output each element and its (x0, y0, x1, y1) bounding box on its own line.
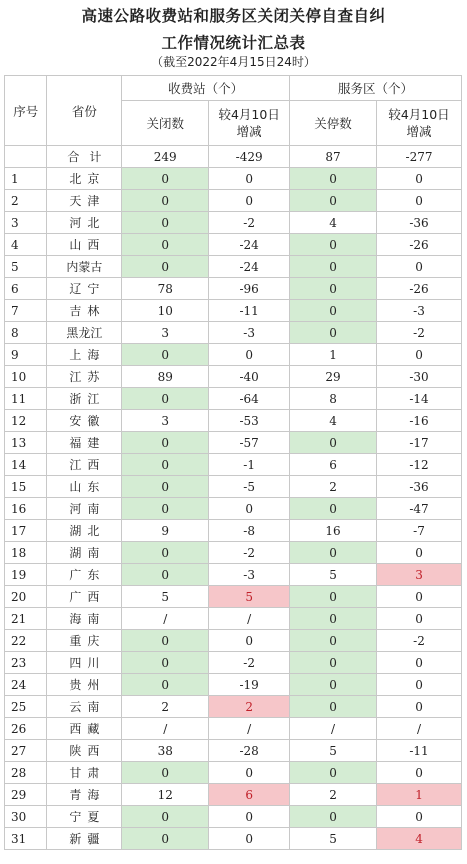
table-row (5, 762, 462, 784)
row-service-change: -16 (377, 410, 462, 432)
row-no: 31 (5, 828, 47, 850)
table-row (5, 784, 462, 806)
row-toll-change: -2 (209, 542, 290, 564)
row-toll-closed: 0 (122, 630, 209, 652)
row-toll-change: -5 (209, 476, 290, 498)
row-toll-closed: / (122, 608, 209, 630)
row-service-change: -7 (377, 520, 462, 542)
table-row (5, 278, 462, 300)
row-service-change: -47 (377, 498, 462, 520)
row-service-closed: 1 (290, 344, 377, 366)
row-service-change: 0 (377, 344, 462, 366)
row-province: 江西 (47, 454, 122, 476)
row-province: 河南 (47, 498, 122, 520)
row-service-change: -26 (377, 278, 462, 300)
row-service-closed: 0 (290, 542, 377, 564)
total-no-cell (5, 146, 47, 168)
row-toll-closed: 0 (122, 652, 209, 674)
row-service-closed: / (290, 718, 377, 740)
row-toll-closed: 0 (122, 388, 209, 410)
row-service-closed: 0 (290, 762, 377, 784)
subtitle: （截至2022年4月15日24时） (151, 55, 316, 69)
row-province: 西藏 (47, 718, 122, 740)
table-row (5, 652, 462, 674)
row-province: 湖北 (47, 520, 122, 542)
row-no: 8 (5, 322, 47, 344)
table-row (5, 212, 462, 234)
row-service-change: -26 (377, 234, 462, 256)
row-toll-closed: 0 (122, 234, 209, 256)
row-toll-change: 0 (209, 190, 290, 212)
row-service-change: -2 (377, 630, 462, 652)
row-toll-closed: 78 (122, 278, 209, 300)
row-service-change: 3 (377, 564, 462, 586)
row-toll-change: -1 (209, 454, 290, 476)
row-service-change: -3 (377, 300, 462, 322)
table-row (5, 740, 462, 762)
row-service-change: 0 (377, 168, 462, 190)
row-toll-change: 6 (209, 784, 290, 806)
row-service-closed: 0 (290, 278, 377, 300)
header-service-change: 较4月10日 增减 (377, 101, 462, 146)
table-row (5, 432, 462, 454)
row-no: 26 (5, 718, 47, 740)
row-toll-change: -19 (209, 674, 290, 696)
row-no: 25 (5, 696, 47, 718)
row-service-closed: 2 (290, 476, 377, 498)
row-service-closed: 6 (290, 454, 377, 476)
row-no: 11 (5, 388, 47, 410)
row-toll-change: -40 (209, 366, 290, 388)
row-province: 广东 (47, 564, 122, 586)
row-service-change: 0 (377, 542, 462, 564)
total-toll-closed: 249 (122, 146, 209, 168)
row-toll-change: 5 (209, 586, 290, 608)
row-no: 28 (5, 762, 47, 784)
row-service-closed: 5 (290, 828, 377, 850)
row-province: 福建 (47, 432, 122, 454)
row-province: 北京 (47, 168, 122, 190)
table-row (5, 828, 462, 850)
row-service-closed: 0 (290, 300, 377, 322)
table-row (5, 608, 462, 630)
row-service-closed: 0 (290, 498, 377, 520)
row-toll-change: 0 (209, 828, 290, 850)
header-toll-closed: 关闭数 (122, 101, 209, 146)
table-row (5, 476, 462, 498)
row-toll-change: -3 (209, 322, 290, 344)
row-service-closed: 0 (290, 608, 377, 630)
row-province: 浙江 (47, 388, 122, 410)
row-service-change: / (377, 718, 462, 740)
row-service-closed: 0 (290, 168, 377, 190)
row-no: 7 (5, 300, 47, 322)
row-province: 湖南 (47, 542, 122, 564)
row-toll-change: / (209, 718, 290, 740)
row-toll-closed: 0 (122, 806, 209, 828)
row-service-change: 0 (377, 762, 462, 784)
row-toll-closed: 3 (122, 410, 209, 432)
row-province: 重庆 (47, 630, 122, 652)
row-no: 13 (5, 432, 47, 454)
table-row (5, 344, 462, 366)
table-row (5, 300, 462, 322)
row-toll-closed: 0 (122, 762, 209, 784)
row-service-change: -36 (377, 212, 462, 234)
row-service-change: -14 (377, 388, 462, 410)
table-row (5, 696, 462, 718)
table-row (5, 234, 462, 256)
row-province: 黑龙江 (47, 322, 122, 344)
row-province: 宁夏 (47, 806, 122, 828)
table-row (5, 586, 462, 608)
row-toll-closed: 2 (122, 696, 209, 718)
summary-table (4, 75, 462, 850)
row-service-change: 0 (377, 674, 462, 696)
row-province: 云南 (47, 696, 122, 718)
row-service-change: -30 (377, 366, 462, 388)
row-no: 17 (5, 520, 47, 542)
row-toll-closed: 0 (122, 454, 209, 476)
row-toll-change: -2 (209, 212, 290, 234)
row-toll-closed: 0 (122, 212, 209, 234)
row-no: 10 (5, 366, 47, 388)
row-toll-change: 0 (209, 762, 290, 784)
row-toll-change: -96 (209, 278, 290, 300)
header-toll-group: 收费站（个） (122, 76, 290, 101)
table-row (5, 322, 462, 344)
row-service-closed: 2 (290, 784, 377, 806)
row-toll-change: -28 (209, 740, 290, 762)
row-service-closed: 0 (290, 586, 377, 608)
table-row (5, 564, 462, 586)
total-row (5, 146, 462, 168)
row-toll-closed: 0 (122, 432, 209, 454)
row-no: 12 (5, 410, 47, 432)
row-service-closed: 0 (290, 696, 377, 718)
row-province: 江苏 (47, 366, 122, 388)
row-toll-closed: 0 (122, 674, 209, 696)
row-service-closed: 0 (290, 674, 377, 696)
title-line-1: 高速公路收费站和服务区关闭关停自查自纠 (81, 7, 386, 25)
row-toll-closed: 0 (122, 542, 209, 564)
table-row (5, 718, 462, 740)
table-row (5, 256, 462, 278)
row-province: 安徽 (47, 410, 122, 432)
total-toll-change: -429 (209, 146, 290, 168)
table-row (5, 806, 462, 828)
row-toll-change: 0 (209, 168, 290, 190)
row-no: 2 (5, 190, 47, 212)
row-service-change: 4 (377, 828, 462, 850)
row-toll-change: -57 (209, 432, 290, 454)
table-row (5, 498, 462, 520)
total-label: 合计 (47, 146, 122, 168)
row-toll-closed: 10 (122, 300, 209, 322)
table-row (5, 410, 462, 432)
row-no: 14 (5, 454, 47, 476)
row-service-closed: 4 (290, 410, 377, 432)
row-province: 陕西 (47, 740, 122, 762)
row-service-closed: 0 (290, 234, 377, 256)
row-toll-closed: 5 (122, 586, 209, 608)
row-toll-closed: 0 (122, 564, 209, 586)
row-province: 辽宁 (47, 278, 122, 300)
table-row (5, 190, 462, 212)
row-province: 吉林 (47, 300, 122, 322)
row-toll-change: 0 (209, 498, 290, 520)
row-no: 20 (5, 586, 47, 608)
row-toll-closed: 0 (122, 168, 209, 190)
row-toll-change: -53 (209, 410, 290, 432)
row-service-closed: 4 (290, 212, 377, 234)
row-service-closed: 0 (290, 432, 377, 454)
row-province: 广西 (47, 586, 122, 608)
row-toll-closed: 0 (122, 344, 209, 366)
row-province: 青海 (47, 784, 122, 806)
row-toll-closed: 0 (122, 476, 209, 498)
row-toll-change: 0 (209, 630, 290, 652)
row-no: 16 (5, 498, 47, 520)
row-toll-change: -24 (209, 256, 290, 278)
row-province: 天津 (47, 190, 122, 212)
row-toll-closed: 3 (122, 322, 209, 344)
row-service-change: 0 (377, 608, 462, 630)
row-no: 29 (5, 784, 47, 806)
header-service-group: 服务区（个） (290, 76, 462, 101)
row-service-change: 0 (377, 696, 462, 718)
row-toll-closed: 89 (122, 366, 209, 388)
row-service-closed: 5 (290, 740, 377, 762)
row-service-closed: 29 (290, 366, 377, 388)
row-service-closed: 0 (290, 190, 377, 212)
row-toll-closed: 0 (122, 498, 209, 520)
table-row (5, 520, 462, 542)
title-line-2: 工作情况统计汇总表 (161, 34, 306, 52)
header-province: 省份 (47, 76, 122, 146)
row-no: 4 (5, 234, 47, 256)
table-row (5, 454, 462, 476)
row-service-change: 0 (377, 586, 462, 608)
row-toll-closed: 0 (122, 828, 209, 850)
row-no: 22 (5, 630, 47, 652)
row-no: 1 (5, 168, 47, 190)
table-row (5, 630, 462, 652)
row-province: 山东 (47, 476, 122, 498)
table-row (5, 168, 462, 190)
row-province: 山西 (47, 234, 122, 256)
total-service-change: -277 (377, 146, 462, 168)
row-no: 30 (5, 806, 47, 828)
table-row (5, 542, 462, 564)
row-service-change: -12 (377, 454, 462, 476)
row-no: 23 (5, 652, 47, 674)
row-province: 四川 (47, 652, 122, 674)
row-province: 上海 (47, 344, 122, 366)
row-service-closed: 0 (290, 630, 377, 652)
row-no: 3 (5, 212, 47, 234)
row-service-change: -17 (377, 432, 462, 454)
row-service-closed: 0 (290, 256, 377, 278)
row-toll-change: -64 (209, 388, 290, 410)
row-service-change: 0 (377, 256, 462, 278)
row-province: 甘肃 (47, 762, 122, 784)
row-service-closed: 5 (290, 564, 377, 586)
header-toll-change: 较4月10日 增减 (209, 101, 290, 146)
row-province: 内蒙古 (47, 256, 122, 278)
row-no: 15 (5, 476, 47, 498)
row-no: 27 (5, 740, 47, 762)
row-toll-closed: 0 (122, 256, 209, 278)
row-toll-closed: 38 (122, 740, 209, 762)
row-service-closed: 8 (290, 388, 377, 410)
row-province: 河北 (47, 212, 122, 234)
row-no: 19 (5, 564, 47, 586)
row-service-change: -2 (377, 322, 462, 344)
table-row (5, 674, 462, 696)
row-no: 5 (5, 256, 47, 278)
row-service-change: -11 (377, 740, 462, 762)
row-province: 贵州 (47, 674, 122, 696)
row-toll-change: -24 (209, 234, 290, 256)
row-toll-closed: 0 (122, 190, 209, 212)
row-service-change: 0 (377, 190, 462, 212)
header-no: 序号 (5, 76, 47, 146)
row-no: 24 (5, 674, 47, 696)
table-row (5, 388, 462, 410)
row-no: 18 (5, 542, 47, 564)
row-toll-change: -3 (209, 564, 290, 586)
row-service-closed: 0 (290, 652, 377, 674)
row-toll-change: 0 (209, 806, 290, 828)
row-toll-change: -11 (209, 300, 290, 322)
row-toll-change: -2 (209, 652, 290, 674)
row-service-closed: 0 (290, 322, 377, 344)
row-service-change: 1 (377, 784, 462, 806)
total-service-closed: 87 (290, 146, 377, 168)
row-toll-change: / (209, 608, 290, 630)
header-service-closed: 关停数 (290, 101, 377, 146)
row-service-change: -36 (377, 476, 462, 498)
table-row (5, 366, 462, 388)
row-toll-change: 0 (209, 344, 290, 366)
row-service-change: 0 (377, 806, 462, 828)
row-service-change: 0 (377, 652, 462, 674)
row-toll-change: 2 (209, 696, 290, 718)
row-province: 海南 (47, 608, 122, 630)
row-toll-closed: 9 (122, 520, 209, 542)
row-toll-closed: / (122, 718, 209, 740)
row-province: 新疆 (47, 828, 122, 850)
row-service-closed: 0 (290, 806, 377, 828)
row-toll-change: -8 (209, 520, 290, 542)
row-no: 9 (5, 344, 47, 366)
row-toll-closed: 12 (122, 784, 209, 806)
row-no: 21 (5, 608, 47, 630)
row-no: 6 (5, 278, 47, 300)
row-service-closed: 16 (290, 520, 377, 542)
